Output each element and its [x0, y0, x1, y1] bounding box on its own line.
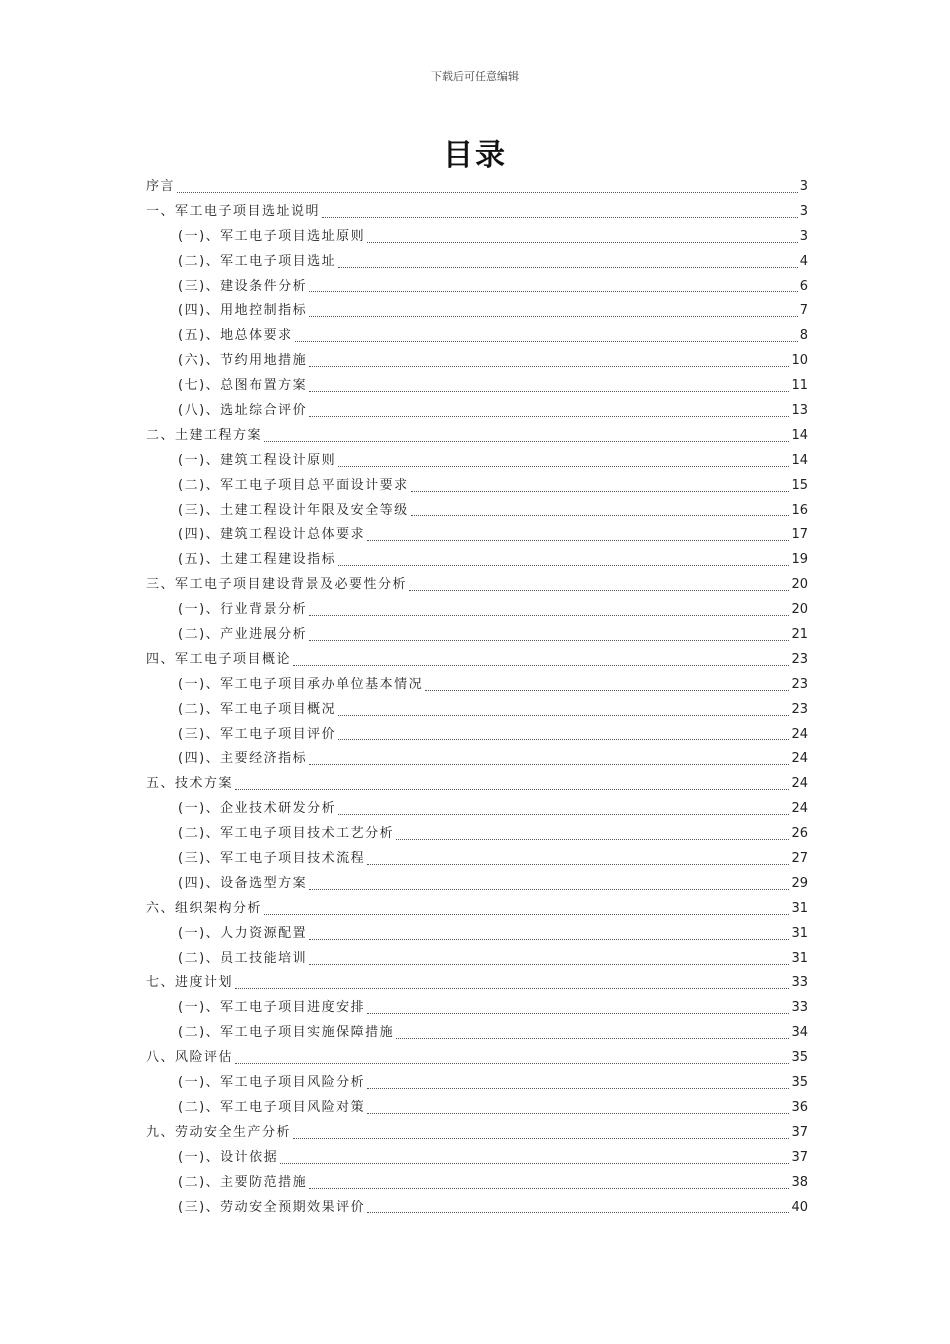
toc-entry-page-number: 31 [791, 900, 808, 916]
toc-entry-title: (三)、建设条件分析 [178, 278, 308, 294]
toc-entry[interactable] [146, 623, 808, 648]
toc-entry-page-number: 33 [791, 975, 808, 991]
toc-entry[interactable] [146, 200, 808, 225]
toc-entry-page-number: 3 [799, 178, 808, 194]
toc-entry-title: (五)、土建工程建设指标 [178, 552, 337, 568]
toc-entry-page-number: 20 [791, 602, 808, 618]
toc-entry[interactable] [146, 797, 808, 822]
toc-entry-page-number: 37 [791, 1124, 808, 1140]
toc-leader-dots [235, 789, 789, 790]
toc-entry-page-number: 3 [799, 203, 808, 219]
toc-entry-title: (二)、产业进展分析 [178, 627, 308, 643]
toc-leader-dots [235, 1063, 789, 1064]
toc-entry-page-number: 35 [791, 1075, 808, 1091]
toc-entry-page-number: 16 [791, 502, 808, 518]
toc-entry-title: (一)、行业背景分析 [178, 602, 308, 618]
toc-entry-page-number: 27 [791, 851, 808, 867]
toc-leader-dots [411, 515, 790, 516]
toc-entry-title: (二)、军工电子项目技术工艺分析 [178, 826, 395, 842]
toc-leader-dots [309, 291, 798, 292]
toc-entry-page-number: 13 [791, 403, 808, 418]
toc-leader-dots [309, 416, 789, 417]
toc-leader-dots [338, 715, 789, 716]
toc-entry[interactable] [146, 922, 808, 947]
toc-entry[interactable] [146, 1146, 808, 1171]
toc-entry-page-number: 34 [791, 1025, 808, 1041]
toc-entry[interactable] [146, 349, 808, 374]
toc-leader-dots [309, 964, 789, 965]
toc-entry[interactable] [146, 1096, 808, 1121]
toc-entry-title: (一)、军工电子项目风险分析 [178, 1075, 366, 1091]
toc-entry-title: 七、进度计划 [146, 975, 234, 991]
toc-leader-dots [367, 1013, 789, 1014]
toc-leader-dots [367, 1088, 789, 1089]
toc-leader-dots [367, 242, 798, 243]
toc-entry-title: 五、技术方案 [146, 776, 234, 792]
toc-entry[interactable] [146, 698, 808, 723]
toc-entry[interactable] [146, 523, 808, 548]
toc-leader-dots [309, 939, 789, 940]
toc-entry-page-number: 23 [791, 701, 808, 717]
toc-leader-dots [309, 1188, 789, 1189]
toc-entry[interactable] [146, 1046, 808, 1071]
toc-entry[interactable] [146, 1121, 808, 1146]
toc-entry-page-number: 26 [791, 826, 808, 842]
toc-entry-page-number: 24 [791, 726, 808, 742]
toc-leader-dots [309, 640, 789, 641]
toc-entry[interactable] [146, 972, 808, 997]
toc-leader-dots [425, 690, 789, 691]
toc-entry-title: (三)、军工电子项目评价 [178, 726, 337, 742]
toc-entry-page-number: 3 [799, 228, 808, 244]
toc-entry-page-number: 36 [791, 1099, 808, 1115]
toc-entry-page-number: 24 [791, 751, 808, 767]
toc-entry-page-number: 31 [791, 950, 808, 966]
toc-entry-title: (七)、总图布置方案 [178, 378, 308, 394]
toc-entry-page-number: 23 [791, 676, 808, 692]
toc-leader-dots [338, 814, 789, 815]
toc-entry[interactable] [146, 772, 808, 797]
toc-entry-title: (一)、设计依据 [178, 1149, 279, 1165]
toc-entry-title: (四)、设备选型方案 [178, 875, 308, 891]
toc-entry[interactable] [146, 449, 808, 474]
toc-leader-dots [322, 217, 798, 218]
toc-entry[interactable] [146, 1171, 808, 1196]
toc-leader-dots [235, 988, 789, 989]
toc-entry-page-number: 31 [791, 925, 808, 941]
toc-entry[interactable] [146, 996, 808, 1021]
toc-leader-dots [309, 316, 798, 317]
toc-leader-dots [309, 366, 789, 367]
toc-entry-title: (五)、地总体要求 [178, 328, 293, 344]
toc-entry-title: 三、军工电子项目建设背景及必要性分析 [146, 577, 408, 593]
toc-leader-dots [396, 1038, 789, 1039]
toc-leader-dots [367, 1212, 789, 1213]
toc-entry-title: 八、风险评估 [146, 1050, 234, 1066]
toc-entry[interactable] [146, 299, 808, 324]
toc-entry-title: 九、劳动安全生产分析 [146, 1124, 292, 1140]
toc-entry[interactable] [146, 1196, 808, 1221]
toc-entry-page-number: 33 [791, 1000, 808, 1016]
toc-entry[interactable] [146, 324, 808, 349]
toc-entry-page-number: 14 [791, 452, 808, 468]
toc-entry[interactable] [146, 947, 808, 972]
toc-entry-page-number: 11 [791, 378, 808, 394]
toc-entry-title: (三)、军工电子项目技术流程 [178, 851, 366, 867]
toc-entry-page-number: 20 [791, 577, 808, 593]
toc-entry[interactable] [146, 548, 808, 573]
toc-entry[interactable] [146, 424, 808, 449]
toc-leader-dots [309, 615, 789, 616]
toc-entry[interactable] [146, 872, 808, 897]
toc-entry-title: (六)、节约用地措施 [178, 353, 308, 369]
toc-leader-dots [295, 341, 798, 342]
toc-entry-title: (四)、用地控制指标 [178, 303, 308, 319]
toc-entry-page-number: 19 [791, 552, 808, 568]
toc-entry-page-number: 29 [791, 875, 808, 891]
toc-entry-title: (二)、军工电子项目实施保障措施 [178, 1025, 395, 1041]
toc-entry-title: (一)、建筑工程设计原则 [178, 452, 337, 468]
toc-entry-title: (一)、军工电子项目承办单位基本情况 [178, 676, 424, 692]
toc-entry[interactable] [146, 822, 808, 847]
toc-entry[interactable] [146, 1071, 808, 1096]
toc-entry-title: (四)、建筑工程设计总体要求 [178, 527, 366, 543]
toc-leader-dots [338, 565, 789, 566]
toc-leader-dots [177, 192, 798, 193]
toc-entry-page-number: 24 [791, 776, 808, 792]
toc-entry[interactable] [146, 723, 808, 748]
toc-entry[interactable] [146, 673, 808, 698]
toc-entry[interactable] [146, 250, 808, 275]
toc-entry-title: 四、军工电子项目概论 [146, 651, 292, 667]
toc-leader-dots [264, 914, 789, 915]
toc-entry-title: (二)、军工电子项目风险对策 [178, 1099, 366, 1115]
toc-entry-title: 一、军工电子项目选址说明 [146, 203, 321, 219]
toc-entry-page-number: 15 [791, 477, 808, 493]
toc-entry-title: (八)、选址综合评价 [178, 403, 308, 418]
toc-leader-dots [280, 1163, 789, 1164]
toc-leader-dots [409, 590, 789, 591]
toc-leader-dots [309, 391, 789, 392]
table-of-contents [146, 175, 808, 1220]
toc-entry[interactable] [146, 897, 808, 922]
toc-entry-title: (三)、劳动安全预期效果评价 [178, 1199, 366, 1215]
toc-leader-dots [367, 540, 789, 541]
toc-leader-dots [293, 665, 789, 666]
toc-leader-dots [338, 267, 798, 268]
toc-entry[interactable] [146, 1021, 808, 1046]
toc-entry-page-number: 4 [799, 253, 808, 269]
toc-entry[interactable] [146, 499, 808, 524]
toc-leader-dots [264, 441, 789, 442]
page-header: 下载后可任意编辑 [431, 70, 519, 83]
toc-leader-dots [396, 839, 789, 840]
toc-entry-page-number: 24 [791, 801, 808, 817]
toc-entry[interactable] [146, 399, 808, 424]
toc-entry-page-number: 38 [791, 1174, 808, 1190]
toc-entry-title: (三)、土建工程设计年限及安全等级 [178, 502, 409, 518]
toc-leader-dots [293, 1138, 789, 1139]
toc-entry-title: (一)、企业技术研发分析 [178, 801, 337, 817]
toc-entry-page-number: 14 [791, 427, 808, 443]
toc-entry-page-number: 6 [799, 278, 808, 294]
toc-leader-dots [338, 466, 789, 467]
toc-entry-title: (二)、军工电子项目总平面设计要求 [178, 477, 409, 493]
toc-entry[interactable] [146, 747, 808, 772]
toc-entry-title: (二)、员工技能培训 [178, 950, 308, 966]
toc-entry[interactable] [146, 474, 808, 499]
toc-entry[interactable] [146, 598, 808, 623]
toc-entry-page-number: 23 [791, 651, 808, 667]
toc-entry[interactable] [146, 573, 808, 598]
toc-entry-title: (四)、主要经济指标 [178, 751, 308, 767]
toc-entry-title: (二)、主要防范措施 [178, 1174, 308, 1190]
toc-entry-title: 六、组织架构分析 [146, 900, 263, 916]
toc-entry[interactable] [146, 648, 808, 673]
toc-entry[interactable] [146, 275, 808, 300]
toc-entry-title: (二)、军工电子项目概况 [178, 701, 337, 717]
toc-entry[interactable] [146, 847, 808, 872]
toc-entry-page-number: 17 [791, 527, 808, 543]
toc-entry-title: 序言 [146, 178, 176, 194]
toc-entry-title: (一)、军工电子项目进度安排 [178, 1000, 366, 1016]
toc-entry[interactable] [146, 175, 808, 200]
toc-entry[interactable] [146, 225, 808, 250]
toc-entry-page-number: 37 [791, 1149, 808, 1165]
toc-entry-title: 二、土建工程方案 [146, 427, 263, 443]
toc-entry-title: (一)、军工电子项目选址原则 [178, 228, 366, 244]
toc-entry-page-number: 35 [791, 1050, 808, 1066]
toc-entry-title: (一)、人力资源配置 [178, 925, 308, 941]
page-title: 目录 [443, 138, 507, 173]
toc-entry-page-number: 8 [799, 328, 808, 344]
toc-entry[interactable] [146, 374, 808, 399]
toc-leader-dots [309, 889, 789, 890]
toc-leader-dots [309, 764, 789, 765]
toc-entry-title: (二)、军工电子项目选址 [178, 253, 337, 269]
toc-leader-dots [411, 491, 790, 492]
toc-leader-dots [367, 864, 789, 865]
toc-leader-dots [338, 739, 789, 740]
toc-leader-dots [367, 1113, 789, 1114]
toc-entry-page-number: 21 [791, 627, 808, 643]
toc-entry-page-number: 7 [799, 303, 808, 319]
toc-entry-page-number: 40 [791, 1199, 808, 1215]
toc-entry-page-number: 10 [791, 353, 808, 369]
